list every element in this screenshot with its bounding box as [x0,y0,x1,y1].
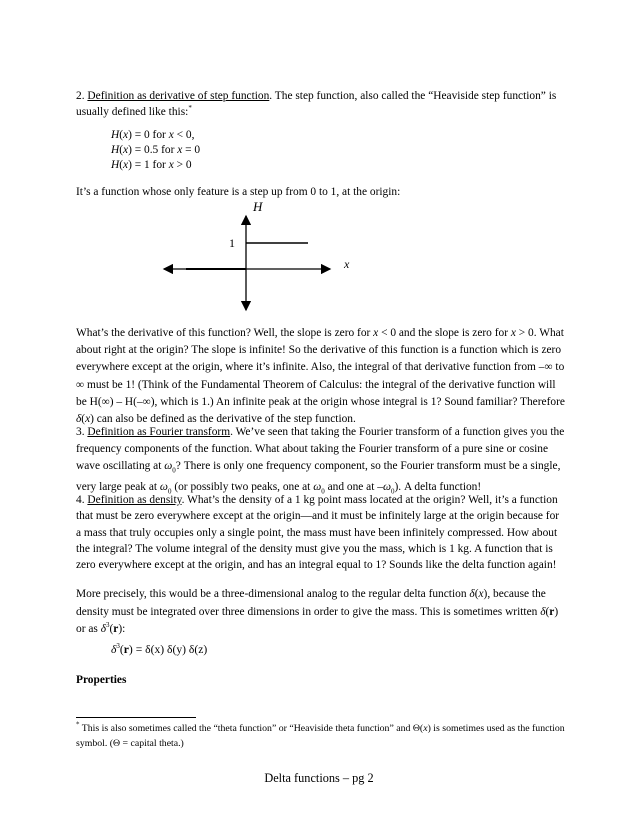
footnote-divider [76,717,196,718]
section-number: 2. [76,90,85,102]
definition-line: H(x) = 0.5 for x = 0 [111,144,201,156]
section-3: 3. Definition as Fourier transform. We’ve seen that taking the Fourier transform of a function gives you the frequency components of the function. What about taking the Fourier transform of a pure sine or cosine wave oscillating at $\omega_0$? There is only one frequency component, so the Fourier transform must be a single, very large peak at $\omega_0$ (or possibly two peaks, one at $\omega_0$ and one at $-\omega_0$). A delta function! [76,426,565,496]
section-heading: Definition as density [87,494,182,506]
section-number: 3. [76,426,85,438]
properties-heading: Properties [76,674,127,686]
section-heading: Definition as derivative of step function [87,90,270,102]
intro-text: . The step function, also called the “Heaviside step function” is usually defined like this: [76,90,557,119]
y-axis-label: H [253,199,263,214]
x-axis-label: x [344,257,350,271]
precise-paragraph: More precisely, this would be a three-dimensional analog to the regular delta function δ(x), because the density must be integrated over three dimensions in order to give the mass. This is sometimes written δ(r) or as $\delta^3(r)$: [76,588,559,635]
definition-line: H(x) = 0 for x < 0, [111,129,195,141]
page-footer: Delta functions – pg 2 [264,771,374,785]
section-number: 4. [76,494,85,506]
feature-text: It’s a function whose only feature is a step up from 0 to 1, at the origin: [76,186,401,198]
derivative-paragraph: What’s the derivative of this function? Well, the slope is zero for x < 0 and the slope is zero for x > 0. What about right at the origin? The slope is infinite! So the derivative of this function is a function which is zero everywhere except at the origin, where it’s infinite. Also, the integral of that derivative function from –∞ to ∞ must be 1! (Think of the Fundamental Theorem of Calculus: the integral of the derivative function will be H(∞) – H(–∞), which is 1.) An infinite peak at the origin whose integral is 1? Sound familiar? Therefore δ(x) can also be defined as the derivative of the step function. [76,327,565,426]
section-heading: Definition as Fourier transform [87,426,231,438]
step-value-label: 1 [229,236,235,250]
footnote: * This is also sometimes called the “theta function” or “Heaviside theta function” and Θ(x) is sometimes used as the function symbol. (Θ = capital theta.) [76,720,565,749]
section-4: 4. Definition as density. What’s the density of a 1 kg point mass located at the origin? Well, it’s a function that must be zero everywhere except at the origin—and it must be infinitely large at the origin because for a mass that truly occupies only a single point, the mass must have been infinitely compressed. How about the integral? The volume integral of the density must give you the mass, which is 1 kg. A function that is zero everywhere except at the origin, and has an integral equal to 1? Sounds like the delta function again! [76,494,560,572]
delta3-equation: $\delta^3(r) = \delta(x)$ δ(y) δ(z) [111,642,208,656]
definition-line: H(x) = 1 for x > 0 [111,159,192,171]
footnote-marker: * [188,104,192,113]
